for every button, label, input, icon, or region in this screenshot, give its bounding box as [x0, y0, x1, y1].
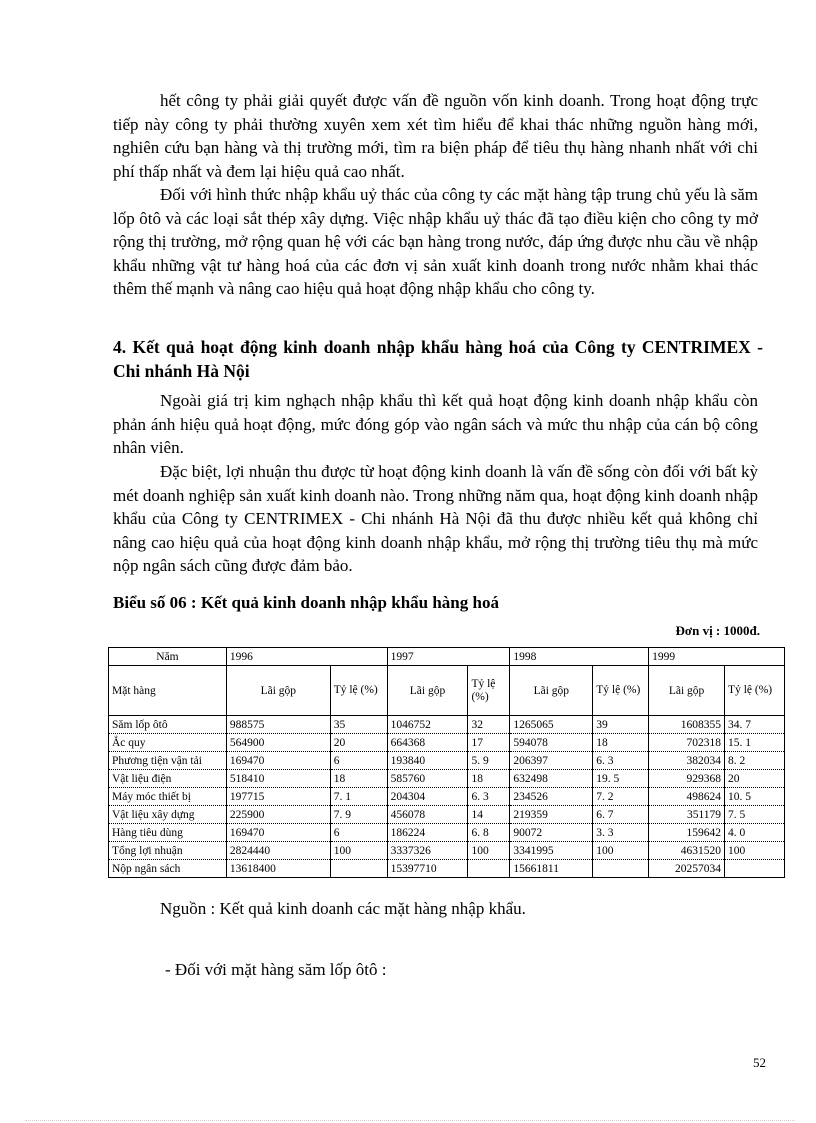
row-label-cell: Vật liệu điện	[109, 770, 227, 788]
ratio-header: Tỷ lệ (%)	[468, 666, 510, 716]
table-row	[109, 824, 785, 842]
ratio-cell: 100	[725, 842, 785, 860]
table-row	[109, 806, 785, 824]
profit-cell: 585760	[387, 770, 468, 788]
row-label-cell: Phương tiện vận tải	[109, 752, 227, 770]
ratio-cell: 100	[468, 842, 510, 860]
section-heading: 4. Kết quả hoạt động kinh doanh nhập khẩu hàng hoá của Công ty CENTRIMEX - Chi nhánh Hà Nội	[113, 337, 763, 381]
profit-cell: 929368	[649, 770, 725, 788]
year-cell: 1996	[226, 648, 387, 666]
profit-header: Lãi gộp	[387, 666, 468, 716]
results-table	[108, 647, 785, 878]
table-row	[109, 788, 785, 806]
bullet-item: - Đối với mặt hàng săm lốp ôtô :	[165, 960, 387, 979]
profit-cell: 193840	[387, 752, 468, 770]
profit-header: Lãi gộp	[510, 666, 593, 716]
profit-cell: 20257034	[649, 860, 725, 878]
profit-cell: 594078	[510, 734, 593, 752]
ratio-cell: 32	[468, 716, 510, 734]
ratio-cell: 100	[593, 842, 649, 860]
profit-cell: 498624	[649, 788, 725, 806]
ratio-cell: 100	[330, 842, 387, 860]
year-label-cell: Năm	[109, 648, 227, 666]
ratio-header: Tỷ lệ (%)	[725, 666, 785, 716]
profit-cell: 988575	[226, 716, 330, 734]
table-row	[109, 734, 785, 752]
ratio-cell: 6	[330, 752, 387, 770]
ratio-cell: 20	[725, 770, 785, 788]
year-cell: 1997	[387, 648, 510, 666]
profit-cell: 234526	[510, 788, 593, 806]
profit-cell: 159642	[649, 824, 725, 842]
row-label-cell: Nộp ngân sách	[109, 860, 227, 878]
page-number: 52	[753, 1055, 766, 1070]
year-cell: 1999	[649, 648, 785, 666]
item-label-cell: Mặt hàng	[109, 666, 227, 716]
ratio-cell: 3. 3	[593, 824, 649, 842]
row-label-cell: Máy móc thiết bị	[109, 788, 227, 806]
table-caption: Biểu số 06 : Kết quả kinh doanh nhập khẩu hàng hoá	[113, 593, 499, 612]
paragraph-3: Ngoài giá trị kim nghạch nhập khẩu thì kết quả hoạt động kinh doanh nhập khẩu còn phản ánh hiệu quả hoạt động, mức đóng góp vào ngân sách và mức thu nhập của cán bộ công nhân viên.	[113, 391, 758, 457]
ratio-cell	[593, 860, 649, 878]
profit-cell: 382034	[649, 752, 725, 770]
ratio-cell: 20	[330, 734, 387, 752]
source-note: Nguồn : Kết quả kinh doanh các mặt hàng nhập khẩu.	[160, 899, 526, 918]
row-label-cell: Tổng lợi nhuận	[109, 842, 227, 860]
profit-cell: 206397	[510, 752, 593, 770]
ratio-cell: 10. 5	[725, 788, 785, 806]
footer-divider	[25, 1120, 795, 1121]
table-row	[109, 860, 785, 878]
ratio-cell: 35	[330, 716, 387, 734]
ratio-cell: 6	[330, 824, 387, 842]
profit-cell: 632498	[510, 770, 593, 788]
ratio-cell: 7. 1	[330, 788, 387, 806]
profit-cell: 1265065	[510, 716, 593, 734]
profit-header: Lãi gộp	[226, 666, 330, 716]
row-label-cell: Ắc quy	[109, 734, 227, 752]
profit-cell: 186224	[387, 824, 468, 842]
year-header-row	[109, 648, 785, 666]
profit-cell: 169470	[226, 824, 330, 842]
ratio-cell: 17	[468, 734, 510, 752]
profit-cell: 204304	[387, 788, 468, 806]
profit-cell: 664368	[387, 734, 468, 752]
profit-cell: 197715	[226, 788, 330, 806]
ratio-header: Tỷ lệ (%)	[593, 666, 649, 716]
ratio-cell: 18	[468, 770, 510, 788]
table-row	[109, 716, 785, 734]
profit-cell: 518410	[226, 770, 330, 788]
ratio-cell: 5. 9	[468, 752, 510, 770]
profit-cell: 90072	[510, 824, 593, 842]
profit-cell: 351179	[649, 806, 725, 824]
ratio-cell: 4. 0	[725, 824, 785, 842]
profit-cell: 219359	[510, 806, 593, 824]
ratio-cell: 7. 5	[725, 806, 785, 824]
table-row	[109, 842, 785, 860]
paragraph-1: hết công ty phải giải quyết được vấn đề nguồn vốn kinh doanh. Trong hoạt động trực tiếp này công ty phải thường xuyên xem xét tìm hiểu để khai thác những nguồn hàng mới, nghiên cứu bạn hàng và thị trường mới, tìm ra biện pháp để tiêu thụ hàng nhanh nhất với chi phí thấp nhất và đem lại hiệu quả cao nhất.	[113, 91, 758, 181]
ratio-cell: 7. 2	[593, 788, 649, 806]
profit-cell: 1608355	[649, 716, 725, 734]
year-cell: 1998	[510, 648, 649, 666]
profit-cell: 13618400	[226, 860, 330, 878]
ratio-cell: 6. 3	[468, 788, 510, 806]
ratio-cell: 7. 9	[330, 806, 387, 824]
row-label-cell: Hàng tiêu dùng	[109, 824, 227, 842]
unit-label: Đơn vị : 1000đ.	[675, 623, 760, 638]
profit-cell: 15661811	[510, 860, 593, 878]
profit-cell: 15397710	[387, 860, 468, 878]
row-label-cell: Săm lốp ôtô	[109, 716, 227, 734]
ratio-cell: 18	[593, 734, 649, 752]
table-row	[109, 770, 785, 788]
ratio-cell: 34. 7	[725, 716, 785, 734]
ratio-cell: 39	[593, 716, 649, 734]
ratio-cell: 15. 1	[725, 734, 785, 752]
ratio-cell	[468, 860, 510, 878]
profit-cell: 456078	[387, 806, 468, 824]
ratio-cell: 14	[468, 806, 510, 824]
profit-cell: 169470	[226, 752, 330, 770]
row-label-cell: Vật liệu xây dựng	[109, 806, 227, 824]
ratio-cell	[330, 860, 387, 878]
ratio-cell: 6. 7	[593, 806, 649, 824]
profit-cell: 3341995	[510, 842, 593, 860]
paragraph-4: Đặc biệt, lợi nhuận thu được từ hoạt động kinh doanh là vấn đề sống còn đối với bất kỳ mét doanh nghiệp sản xuất kinh doanh nào. Trong những năm qua, hoạt động kinh doanh nhập khẩu của Công ty CENTRIMEX - Chi nhánh Hà Nội đã thu được nhiều kết quả không chỉ nâng cao hiệu quả của hoạt động kinh doanh nhập khẩu, mở rộng thị trường tiêu thụ mà mức nộp ngân sách cũng được đảm bảo.	[113, 462, 758, 575]
ratio-header: Tỷ lệ (%)	[330, 666, 387, 716]
profit-cell: 225900	[226, 806, 330, 824]
profit-cell: 564900	[226, 734, 330, 752]
ratio-cell: 18	[330, 770, 387, 788]
profit-header: Lãi gộp	[649, 666, 725, 716]
profit-cell: 4631520	[649, 842, 725, 860]
ratio-cell: 8. 2	[725, 752, 785, 770]
table-body	[109, 716, 785, 878]
profit-cell: 702318	[649, 734, 725, 752]
ratio-cell: 6. 8	[468, 824, 510, 842]
ratio-cell: 19. 5	[593, 770, 649, 788]
paragraph-2: Đối với hình thức nhập khẩu uỷ thác của công ty các mặt hàng tập trung chủ yếu là săm lốp ôtô và các loại sắt thép xây dựng. Việc nhập khẩu uỷ thác đã tạo điều kiện cho công ty mở rộng thị trường, mở rộng quan hệ với các bạn hàng trong nước, đáp ứng được nhu cầu về nhập khẩu những vật tư hàng hoá của các đơn vị sản xuất kinh doanh trong nước nhằm khai thác thêm thế mạnh và nâng cao hiệu quả hoạt động nhập khẩu cho công ty.	[113, 185, 758, 298]
ratio-cell	[725, 860, 785, 878]
profit-cell: 3337326	[387, 842, 468, 860]
profit-cell: 1046752	[387, 716, 468, 734]
profit-cell: 2824440	[226, 842, 330, 860]
column-header-row	[109, 666, 785, 716]
table-row	[109, 752, 785, 770]
ratio-cell: 6. 3	[593, 752, 649, 770]
